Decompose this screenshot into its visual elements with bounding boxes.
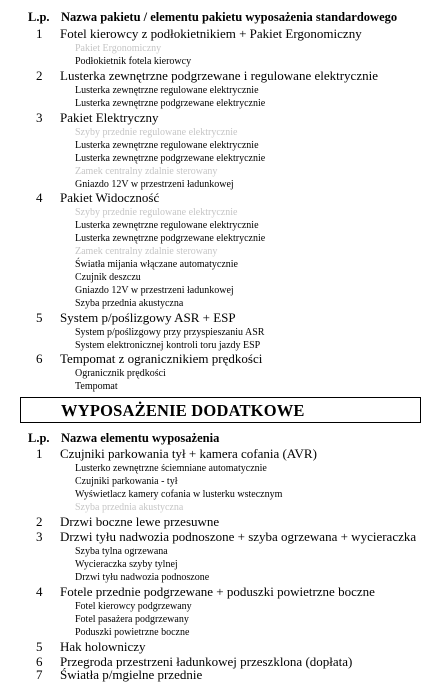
sub-item: System elektronicznej kontroli toru jazdy ESP (75, 340, 261, 351)
item-name: Czujniki parkowania tył + kamera cofania (AVR) (60, 446, 317, 461)
lp-header: L.p. (28, 431, 50, 445)
additional-section-box (20, 397, 421, 423)
sub-item: Szyba przednia akustyczna (75, 298, 184, 309)
item-number: 7 (36, 667, 43, 682)
sub-item: Czujnik deszczu (75, 272, 141, 283)
sub-item: Gniazdo 12V w przestrzeni ładunkowej (75, 179, 234, 190)
sub-item-removed: Szyby przednie regulowane elektrycznie (75, 127, 238, 138)
sub-item: Lusterka zewnętrzne regulowane elektrycznie (75, 85, 259, 96)
item-number: 6 (36, 654, 43, 669)
sub-item: Lusterka zewnętrzne podgrzewane elektrycznie (75, 153, 266, 164)
item-name: Pakiet Widoczność (60, 190, 160, 205)
sub-item: Ogranicznik prędkości (75, 368, 166, 379)
item-number: 2 (36, 68, 43, 83)
item-name: Tempomat z ogranicznikiem prędkości (60, 351, 263, 366)
item-number: 1 (36, 26, 43, 41)
sub-item: Poduszki powietrzne boczne (75, 627, 190, 638)
sub-item: Wycieraczka szyby tylnej (75, 559, 178, 570)
sub-item: Podłokietnik fotela kierowcy (75, 56, 192, 67)
item-number: 2 (36, 514, 43, 529)
sub-item: Drzwi tyłu nadwozia podnoszone (75, 572, 210, 583)
lp-header: L.p. (28, 10, 50, 24)
item-number: 5 (36, 310, 43, 325)
item-number: 6 (36, 351, 43, 366)
item-number: 1 (36, 446, 43, 461)
item-name: Drzwi tyłu nadwozia podnoszone + szyba ogrzewana + wycieraczka (60, 529, 417, 544)
sub-item: Światła mijania włączane automatycznie (75, 259, 238, 270)
item-name: Przegroda przestrzeni ładunkowej przeszklona (dopłata) (60, 654, 353, 669)
sub-item: Lusterka zewnętrzne podgrzewane elektrycznie (75, 233, 266, 244)
name-header: Nazwa elementu wyposażenia (61, 431, 220, 445)
name-header: Nazwa pakietu / elementu pakietu wyposażenia standardowego (61, 10, 398, 24)
sub-item: Lusterka zewnętrzne regulowane elektrycznie (75, 220, 259, 231)
item-number: 4 (36, 190, 43, 205)
sub-item-removed: Zamek centralny zdalnie sterowany (75, 246, 218, 257)
sub-item-removed: Pakiet Ergonomiczny (75, 43, 162, 54)
sub-item-removed: Zamek centralny zdalnie sterowany (75, 166, 218, 177)
sub-item-removed: Szyba przednia akustyczna (75, 502, 184, 513)
item-name: Hak holowniczy (60, 639, 146, 654)
sub-item: Lusterka zewnętrzne podgrzewane elektrycznie (75, 98, 266, 109)
item-number: 5 (36, 639, 43, 654)
sub-item: Gniazdo 12V w przestrzeni ładunkowej (75, 285, 234, 296)
sub-item: Szyba tylna ogrzewana (75, 546, 168, 557)
item-name: Drzwi boczne lewe przesuwne (60, 514, 220, 529)
sub-item: System p/poślizgowy przy przyspieszaniu ASR (75, 327, 265, 338)
sub-item: Lusterko zewnętrzne ściemniane automatycznie (75, 463, 267, 474)
item-name: Lusterka zewnętrzne podgrzewane i regulowane elektrycznie (60, 68, 378, 83)
sub-item: Czujniki parkowania - tył (75, 476, 178, 487)
sub-item: Fotel pasażera podgrzewany (75, 614, 189, 625)
sub-item: Tempomat (75, 381, 118, 392)
item-name: Fotele przednie podgrzewane + poduszki powietrzne boczne (60, 584, 375, 599)
sub-item: Lusterka zewnętrzne regulowane elektrycznie (75, 140, 259, 151)
item-name: Pakiet Elektryczny (60, 110, 159, 125)
item-number: 3 (36, 110, 43, 125)
item-name: Fotel kierowcy z podłokietnikiem + Pakiet Ergonomiczny (60, 26, 362, 41)
item-number: 3 (36, 529, 43, 544)
item-number: 4 (36, 584, 43, 599)
sub-item: Wyświetlacz kamery cofania w lusterku wstecznym (75, 489, 283, 500)
item-name: Światła p/mgielne przednie (60, 667, 203, 682)
sub-item: Fotel kierowcy podgrzewany (75, 601, 192, 612)
item-name: System p/poślizgowy ASR + ESP (60, 310, 236, 325)
sub-item-removed: Szyby przednie regulowane elektrycznie (75, 207, 238, 218)
section-title: WYPOSAŻENIE DODATKOWE (61, 401, 305, 420)
